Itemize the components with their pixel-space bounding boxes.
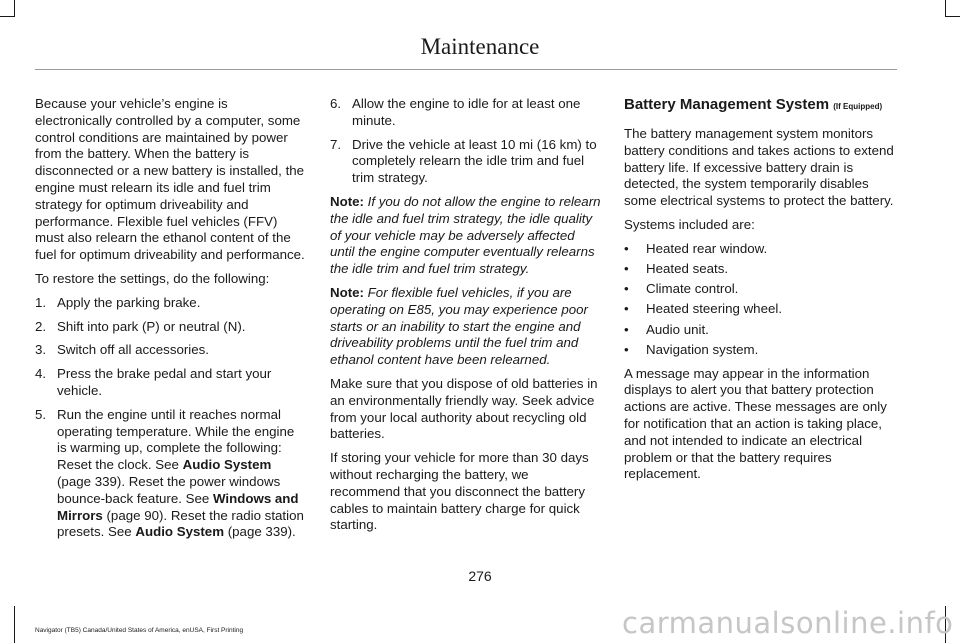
list-item	[330, 137, 602, 187]
watermark: carmanualsonline.info	[622, 606, 954, 640]
list-item	[624, 241, 896, 258]
paragraph: A message may appear in the information displays to alert you that battery protection actions are active. These messages are only for notification that an action is taking place, and not intended to indicate an electrical problem or that the battery requires replacement.	[624, 365, 887, 482]
list-item-text: Navigation system.	[646, 341, 759, 357]
step-text: (page 90). Reset the radio station presets. See	[57, 507, 304, 540]
column-middle	[330, 96, 602, 541]
step-text: Press the brake pedal and start your vehicle.	[57, 366, 272, 398]
cross-reference-link[interactable]: Audio System	[135, 524, 225, 540]
list-item	[35, 366, 307, 400]
step-number: 3.	[35, 342, 47, 358]
list-item	[35, 407, 307, 541]
paragraph: Because your vehicle’s engine is electronically controlled by a computer, some control conditions are maintained by power from the battery. When the battery is disconnected or a new battery is installed, the engine must relearn its idle and fuel trim strategy for optimum driveability and performance. Flexible fuel vehicles (FFV) must also relearn the ethanol content of the fuel for optimum driveability and performance.	[35, 96, 305, 263]
note	[330, 285, 602, 369]
step-text: Allow the engine to idle for at least one minute.	[352, 96, 581, 128]
crop-mark	[14, 606, 15, 643]
step-number: 5.	[35, 406, 47, 422]
list-item	[624, 342, 896, 359]
step-text: Drive the vehicle at least 10 mi (16 km) to completely relearn the idle trim and fuel trim strategy.	[352, 136, 597, 186]
crop-mark	[945, 0, 946, 16]
list-item	[330, 96, 602, 130]
paragraph: The battery management system monitors battery conditions and takes actions to extend battery life. If excessive battery drain is detected, the system temporarily disables some electrical systems to protect the battery.	[624, 126, 894, 209]
step-text: Shift into park (P) or neutral (N).	[57, 318, 246, 334]
paragraph: Systems included are:	[624, 216, 755, 232]
step-text: Switch off all accessories.	[57, 342, 209, 358]
list-item	[35, 295, 307, 312]
list-item	[624, 281, 896, 298]
note-text: If you do not allow the engine to relearn the idle and fuel trim strategy, the idle quality of your vehicle may be adversely affected until the engine computer eventually relearns the idle trim and fuel trim strategy.	[330, 193, 601, 277]
steps-list	[330, 96, 602, 187]
column-left	[35, 96, 307, 548]
bullet-icon: •	[624, 281, 629, 297]
step-number: 2.	[35, 318, 47, 334]
step-text: Run the engine until it reaches normal operating temperature. While the engine is warming up, complete the following: Reset the clock. See	[57, 406, 295, 473]
section-heading-text: Battery Management System	[624, 96, 830, 113]
note-label: Note:	[330, 284, 364, 300]
page-title: Maintenance	[420, 34, 540, 59]
step-number: 4.	[35, 366, 47, 382]
list-item-text: Heated seats.	[646, 260, 729, 276]
step-number: 1.	[35, 294, 47, 310]
step-text: Apply the parking brake.	[57, 294, 201, 310]
step-text: (page 339). Reset the power windows bounce-back feature. See	[57, 473, 281, 506]
paragraph: If storing your vehicle for more than 30 days without recharging the battery, we recommend that you disconnect the battery cables to maintain battery charge for quick starting.	[330, 450, 589, 533]
step-text: (page 339).	[224, 524, 296, 540]
header-divider	[35, 69, 897, 70]
note-text: For flexible fuel vehicles, if you are operating on E85, you may experience poor starts or an inability to start the engine and driveability problems until the fuel trim and ethanol content have been relearned.	[330, 284, 588, 368]
column-right	[624, 96, 896, 490]
list-item-text: Audio unit.	[646, 321, 709, 337]
bullet-icon: •	[624, 240, 629, 256]
note-label: Note:	[330, 193, 364, 209]
cross-reference-link[interactable]: Windows and Mirrors	[57, 490, 299, 523]
list-item	[624, 301, 896, 318]
bullet-icon: •	[624, 341, 629, 357]
footer-text: Navigator (TB5) Canada/United States of America, enUSA, First Printing	[35, 627, 244, 634]
crop-mark	[945, 16, 960, 17]
section-heading	[624, 96, 896, 116]
step-number: 6.	[330, 96, 342, 111]
list-item-text: Climate control.	[646, 281, 739, 297]
paragraph: Make sure that you dispose of old batteries in an environmentally friendly way. Seek advice from your local authority about recycling old batteries.	[330, 375, 598, 442]
list-item	[624, 261, 896, 278]
systems-list	[624, 241, 896, 359]
list-item	[624, 322, 896, 339]
list-item-text: Heated steering wheel.	[646, 301, 783, 317]
section-heading-qualifier: (If Equipped)	[833, 102, 883, 111]
list-item	[35, 319, 307, 336]
page-number: 276	[468, 568, 492, 584]
crop-mark	[14, 0, 15, 16]
list-item	[35, 342, 307, 359]
list-item-text: Heated rear window.	[646, 240, 768, 256]
paragraph: To restore the settings, do the following:	[35, 270, 270, 286]
bullet-icon: •	[624, 301, 629, 317]
note	[330, 194, 602, 278]
bullet-icon: •	[624, 260, 629, 276]
cross-reference-link[interactable]: Audio System	[182, 457, 272, 473]
bullet-icon: •	[624, 321, 629, 337]
steps-list	[35, 295, 307, 541]
crop-mark	[0, 16, 15, 17]
step-number: 7.	[330, 136, 342, 152]
